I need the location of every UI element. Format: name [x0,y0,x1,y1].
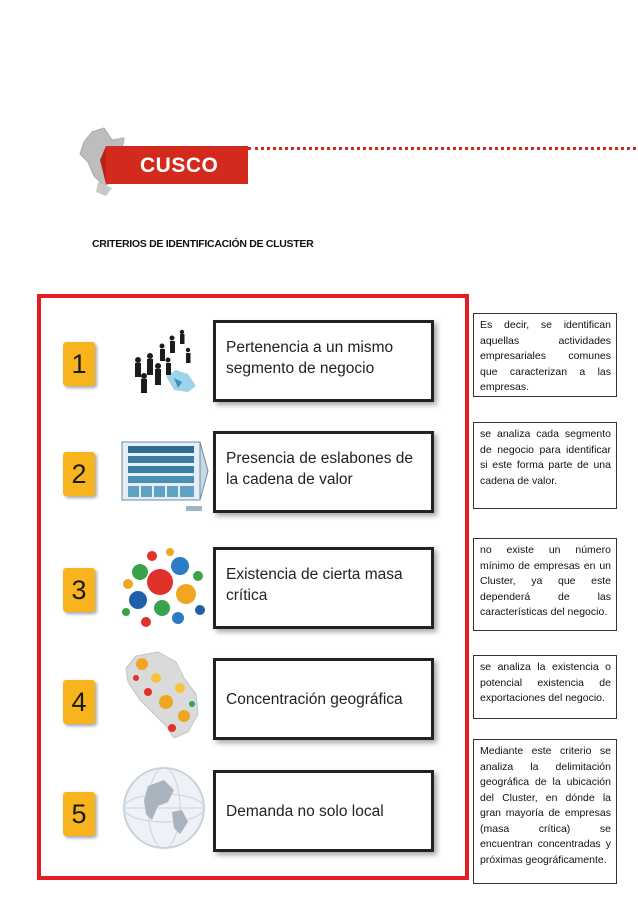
criterion-row-3 [41,540,465,640]
criterion-number-badge: 5 [63,792,95,836]
criterion-text-box: Pertenencia a un mismo segmento de negocio [213,320,434,402]
business-people-icon [118,316,210,408]
criterion-row-1 [41,312,465,412]
criterion-number-badge: 2 [63,452,95,496]
banner-dotted-rule [248,147,636,150]
note-criterion-1: Es decir, se identifican aquellas actividades empresariales comunes que caracterizan a las empresas. [473,313,617,397]
note-criterion-4: se analiza la existencia o potencial existencia de exportaciones del negocio. [473,655,617,719]
criterion-row-4 [41,648,465,748]
colored-spheres-network-icon [118,542,210,634]
value-chain-diagram-icon [118,430,210,522]
note-criterion-3: no existe un número mínimo de empresas en un Cluster, ya que este dependerá de las características del negocio. [473,538,617,631]
criterion-number-badge: 1 [63,342,95,386]
peru-map-logo-icon [0,0,260,200]
criterion-text: Concentración geográfica [226,691,403,708]
globe-icon [118,762,210,854]
criterion-row-2 [41,426,465,526]
criteria-figure [37,294,469,880]
criterion-number-badge: 3 [63,568,95,612]
criterion-text-box: Presencia de eslabones de la cadena de valor [213,431,434,513]
banner-label: CUSCO [140,154,219,177]
criterion-number-badge: 4 [63,680,95,724]
cusco-banner [0,0,638,200]
note-criterion-5: Mediante este criterio se analiza la delimitación geográfica de la ubicación del Cluster, en dónde la gran mayoría de empresas (masa crítica) se encuentran concentradas y próximas geográficamente. [473,739,617,884]
criterion-text-box: Existencia de cierta masa crítica [213,547,434,629]
criterion-text-box [213,770,434,852]
criterion-text: Demanda no solo local [226,803,384,820]
peru-map-icon [118,648,210,740]
document-title: CRITERIOS DE IDENTIFICACIÓN DE CLUSTER [92,238,314,250]
note-criterion-2: se analiza cada segmento de negocio para identificar si este forma parte de una cadena de valor. [473,422,617,509]
criterion-row-5 [41,756,465,856]
criterion-text-box [213,658,434,740]
